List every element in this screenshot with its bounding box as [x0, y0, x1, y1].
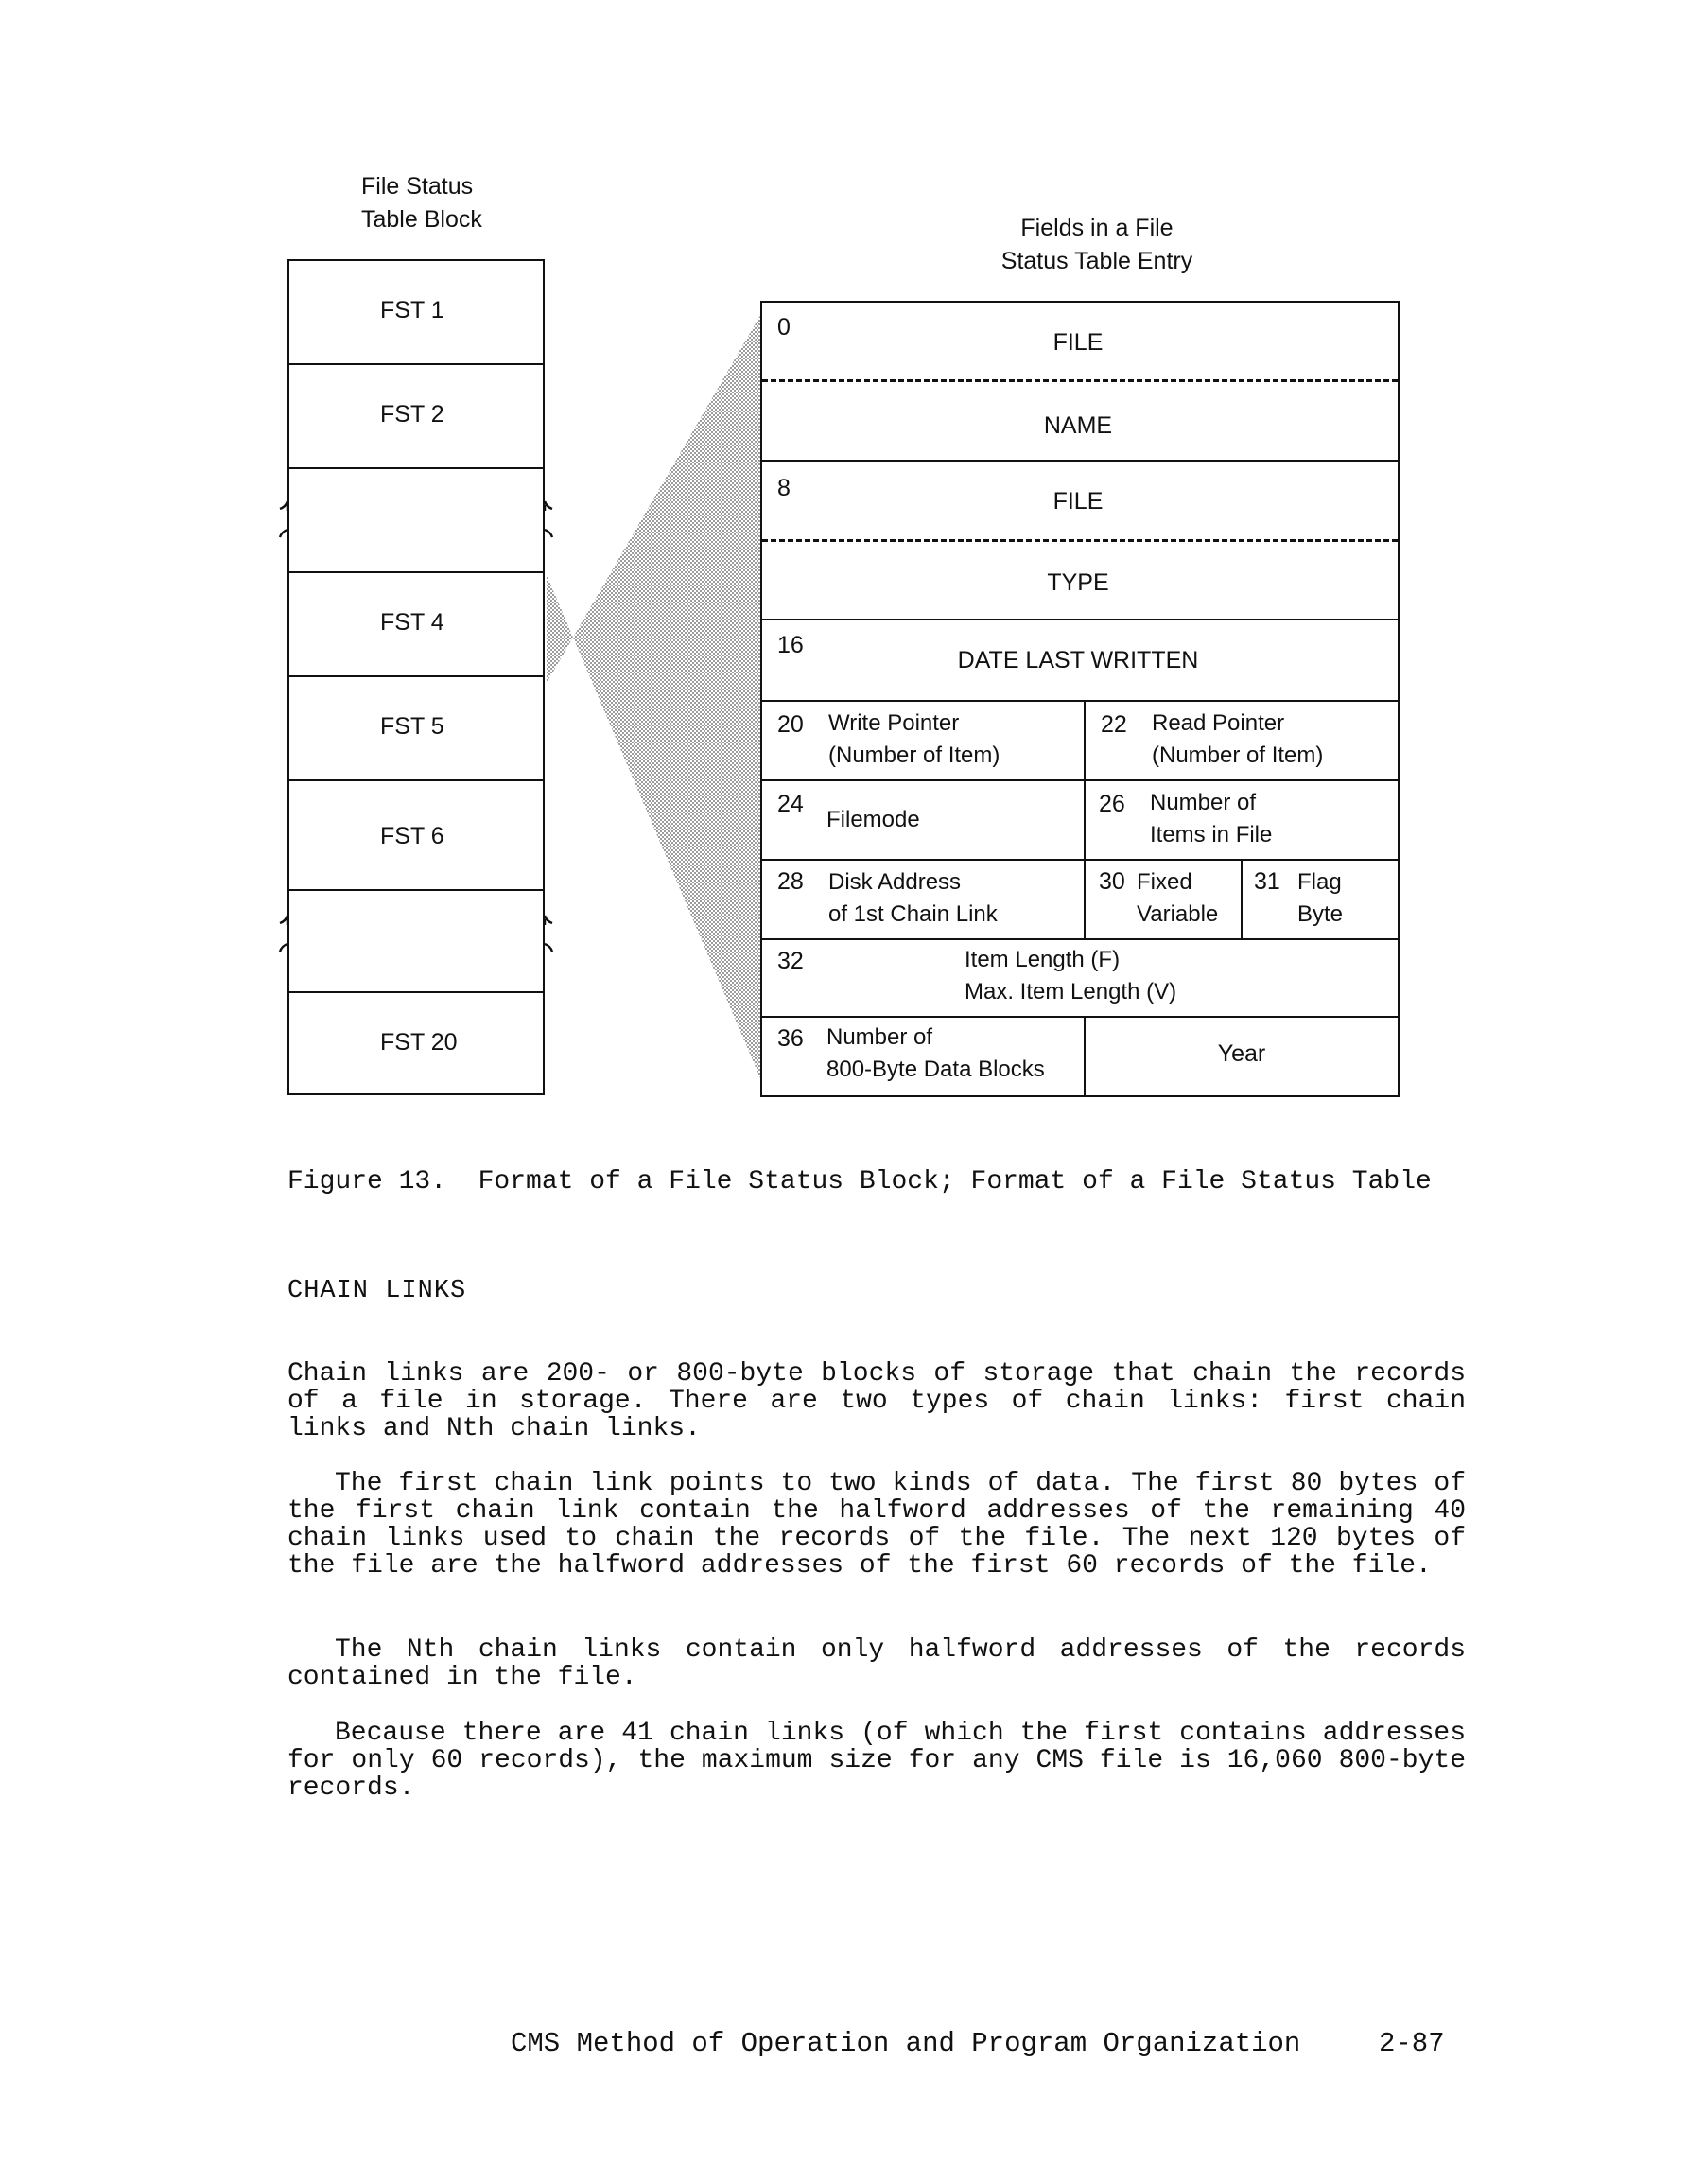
disk-address-text: Disk Address of 1st Chain Link [828, 869, 998, 927]
fixed-variable-text: Fixed Variable [1137, 869, 1219, 927]
break-mark [545, 501, 552, 537]
paragraph: Chain links are 200- or 800-byte blocks of storage that chain the records of a file in storage. There are two types of chain links: first chain links and Nth chain links. [287, 1359, 1466, 1443]
num-items-text: Number of Items in File [1150, 790, 1273, 847]
offset-22: 22 [1101, 711, 1127, 738]
fst-label: FST 6 [380, 823, 444, 849]
fst-label: FST 20 [380, 1029, 458, 1056]
footer-title: CMS Method of Operation and Program Organization [511, 2028, 1301, 2059]
file-name-line2: NAME [1043, 412, 1113, 439]
offset-31: 31 [1254, 868, 1280, 895]
break-mark [545, 916, 552, 952]
break-mark [280, 501, 287, 537]
offset-26: 26 [1099, 791, 1125, 817]
data-blocks-text: Number of 800-Byte Data Blocks [826, 1024, 1045, 1082]
filemode-text: Filemode [826, 807, 920, 832]
offset-20: 20 [777, 711, 804, 738]
offset-28: 28 [777, 868, 804, 895]
fst-block-title: File Status Table Block [361, 173, 482, 233]
offset-36: 36 [777, 1025, 804, 1052]
offset-32: 32 [777, 948, 804, 974]
file-type-line1: FILE [1052, 488, 1104, 515]
fst-entry-title: Fields in a File Status Table Entry [1000, 215, 1193, 274]
flag-byte-text: Flag Byte [1297, 869, 1344, 927]
break-mark [280, 916, 287, 952]
filemode-cell [760, 779, 1086, 861]
figure-caption: Figure 13. Format of a File Status Block; Format of a File Status Table [287, 1167, 1432, 1197]
paragraph: The first chain link points to two kinds of data. The first 80 bytes of the first chain link contain the halfword addresses of the remaining 40 chain links used to chain the records of the file. The next 120 bytes of the file are the halfword addresses of the first 60 records of the file. [287, 1469, 1466, 1581]
section-heading: CHAIN LINKS [287, 1277, 467, 1305]
paragraph: Because there are 41 chain links (of which the first contains addresses for only 60 records), the maximum size for any CMS file is 16,060 800-byte records. [287, 1719, 1466, 1803]
page-number: 2-87 [1379, 2028, 1445, 2059]
fst-label: FST 2 [380, 401, 444, 428]
file-name-line1: FILE [1052, 329, 1104, 356]
read-pointer-text: Read Pointer (Number of Item) [1152, 710, 1324, 768]
file-type-line2: TYPE [1047, 569, 1109, 596]
fst-label: FST 1 [380, 297, 444, 323]
date-last-written: DATE LAST WRITTEN [957, 647, 1199, 673]
dashed-divider [762, 379, 1398, 382]
item-length-text: Item Length (F) Max. Item Length (V) [965, 947, 1177, 1005]
offset-0: 0 [777, 314, 791, 341]
offset-30: 30 [1099, 868, 1125, 895]
paragraph: The Nth chain links contain only halfword addresses of the records contained in the file. [287, 1635, 1466, 1692]
fst-label: FST 5 [380, 713, 444, 740]
write-pointer-text: Write Pointer (Number of Item) [828, 710, 1000, 768]
fst-label: FST 4 [380, 609, 444, 636]
year-text: Year [1217, 1040, 1266, 1067]
offset-8: 8 [777, 475, 791, 501]
offset-16: 16 [777, 632, 804, 658]
offset-24: 24 [777, 791, 804, 817]
dashed-divider [762, 539, 1398, 542]
